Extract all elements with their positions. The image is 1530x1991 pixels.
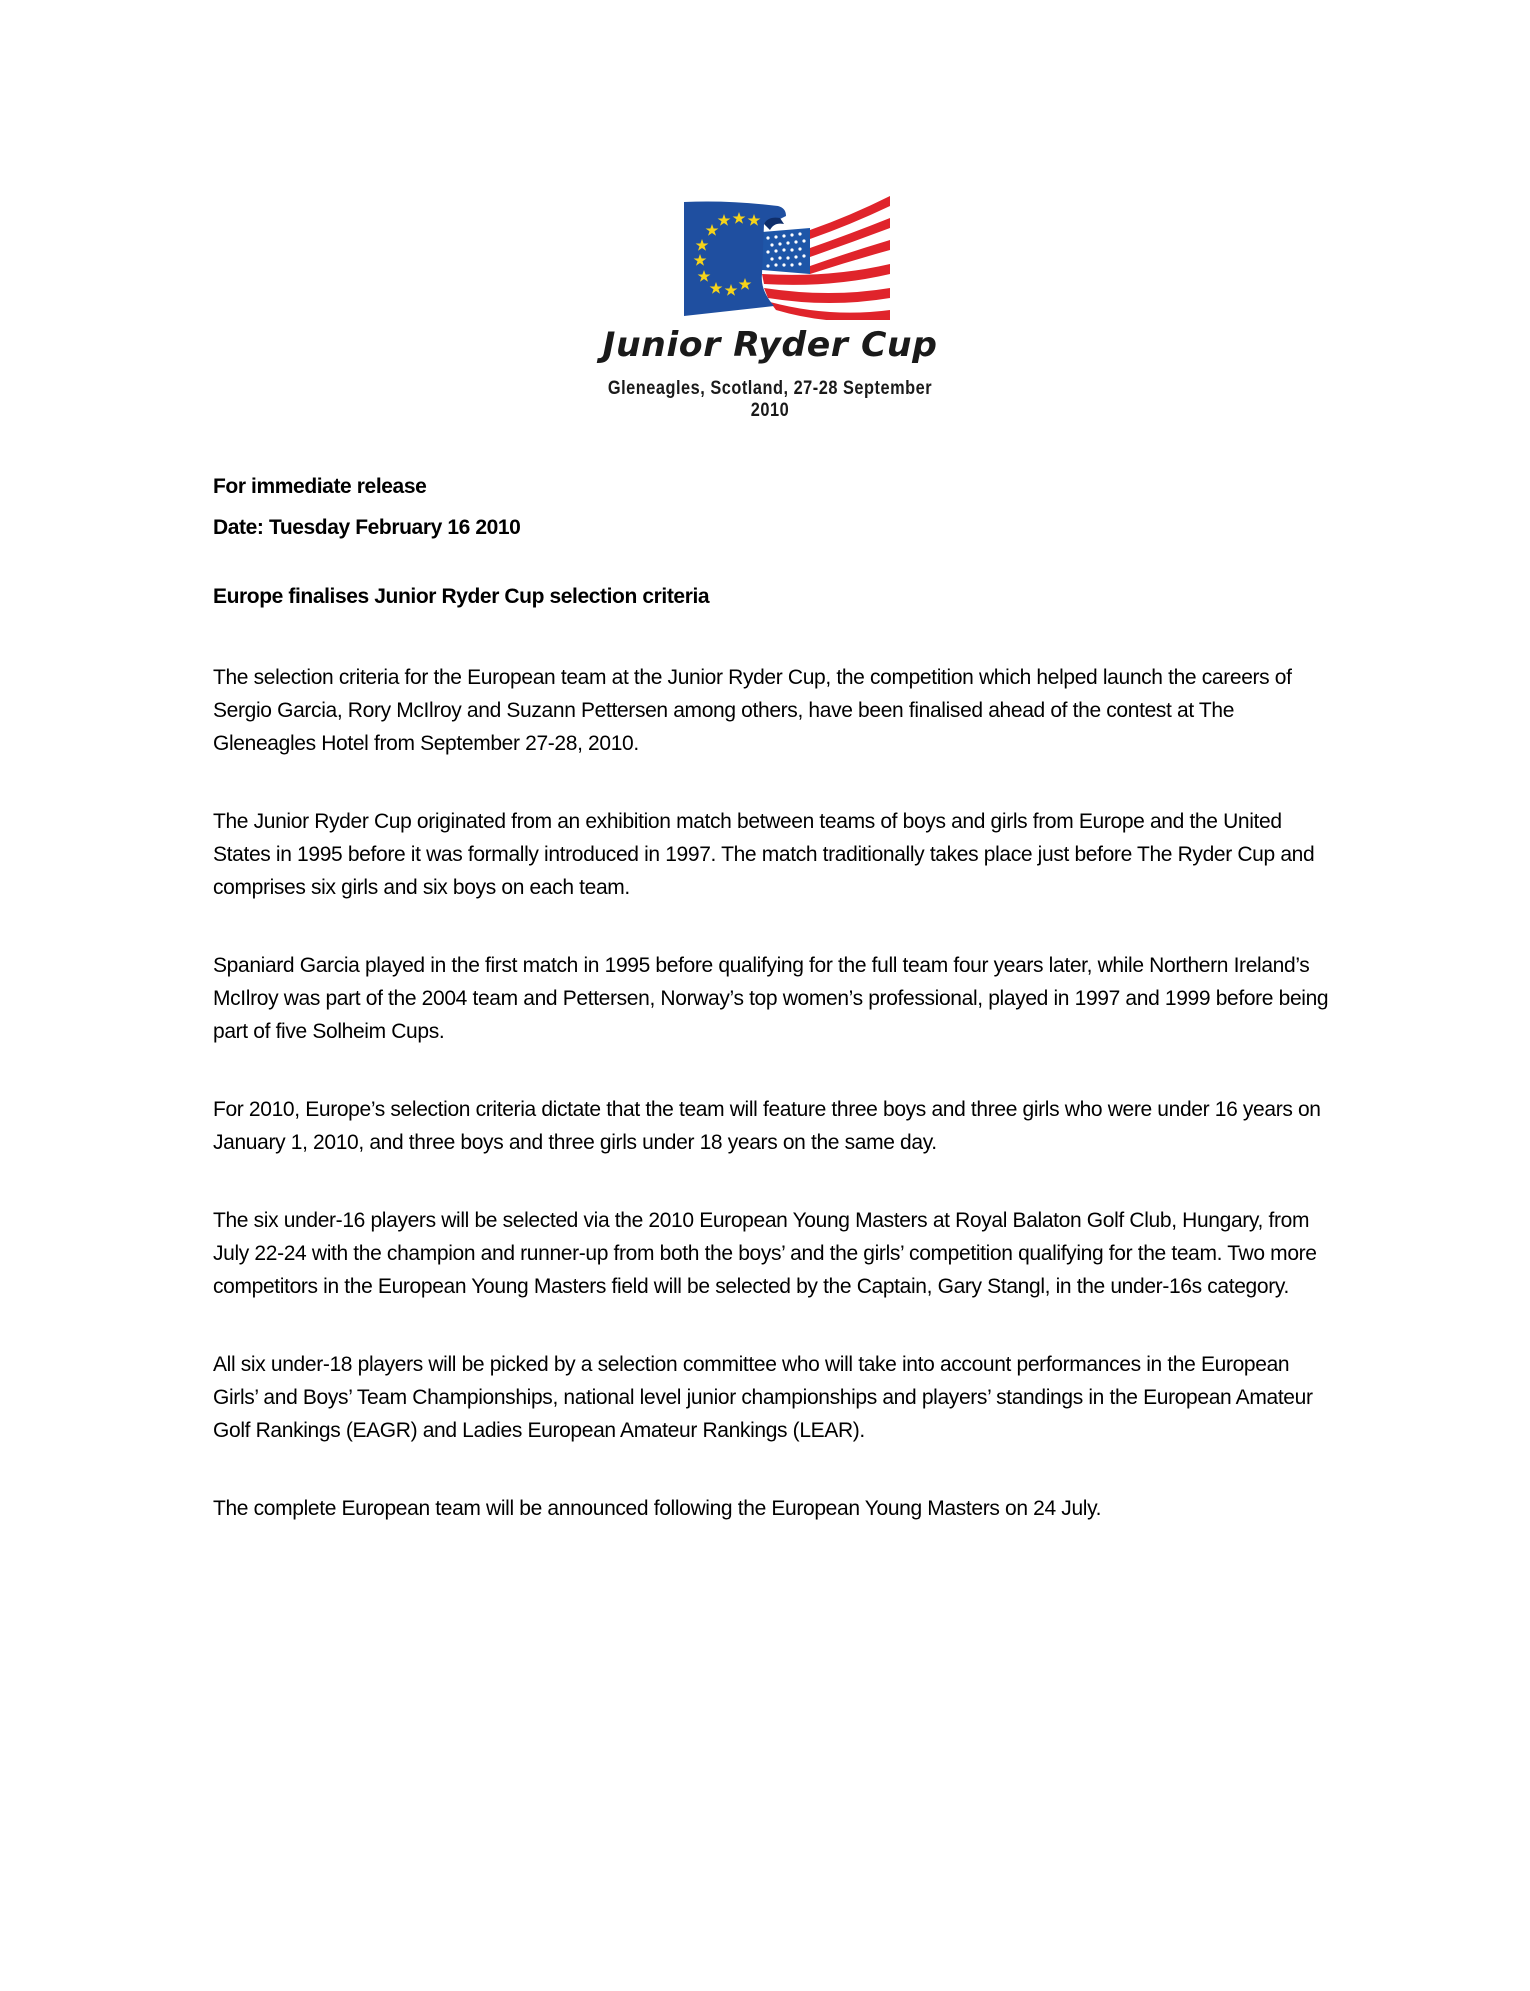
paragraph: Spaniard Garcia played in the first match in 1995 before qualifying for the full team four years later, while Northern Ireland’s McIlroy was part of the 2004 team and Pettersen, Norway’s top women’s professional, played in 1997 and 1999 before being part of five Solheim Cups. [213,954,1329,1043]
paragraph: All six under-18 players will be picked by a selection committee who will take into account performances in the European Girls’ and Boys’ Team Championships, national level junior championships and players’ standings in the European Amateur Golf Rankings (EAGR) and Ladies European Amateur Rankings (LEAR). [213,1353,1313,1442]
eu-us-flags-icon [680,194,890,320]
paragraph: The Junior Ryder Cup originated from an exhibition match between teams of boys and girls from Europe and the United States in 1995 before it was formally introduced in 1997. The match traditionally takes place just before The Ryder Cup and comprises six girls and six boys on each team. [213,810,1315,899]
paragraph: For 2010, Europe’s selection criteria dictate that the team will feature three boys and three girls who were under 16 years on January 1, 2010, and three boys and three girls under 18 years on the same day. [213,1098,1321,1154]
junior-ryder-cup-logo [560,190,980,421]
paragraph: The six under-16 players will be selected via the 2010 European Young Masters at Royal Balaton Golf Club, Hungary, from July 22-24 with the champion and runner-up from both the boys’ and the girls’ competition qualifying for the team. Two more competitors in the European Young Masters field will be selected by the Captain, Gary Stangl, in the under-16s category. [213,1209,1317,1298]
paragraph: The selection criteria for the European team at the Junior Ryder Cup, the competition which helped launch the careers of Sergio Garcia, Rory McIlroy and Suzann Pettersen among others, have been finalised ahead of the contest at The Gleneagles Hotel from September 27-28, 2010. [213,666,1292,755]
release-notice: For immediate release [213,475,427,498]
press-release-body [213,466,1333,1525]
headline: Europe finalises Junior Ryder Cup selection criteria [213,585,710,608]
release-date: Date: Tuesday February 16 2010 [213,516,521,539]
paragraph: The complete European team will be announced following the European Young Masters on 24 July. [213,1497,1102,1520]
logo-subtitle: Gleneagles, Scotland, 27-28 September 2010 [607,378,933,421]
logo-title: Junior Ryder Cup [602,325,938,365]
